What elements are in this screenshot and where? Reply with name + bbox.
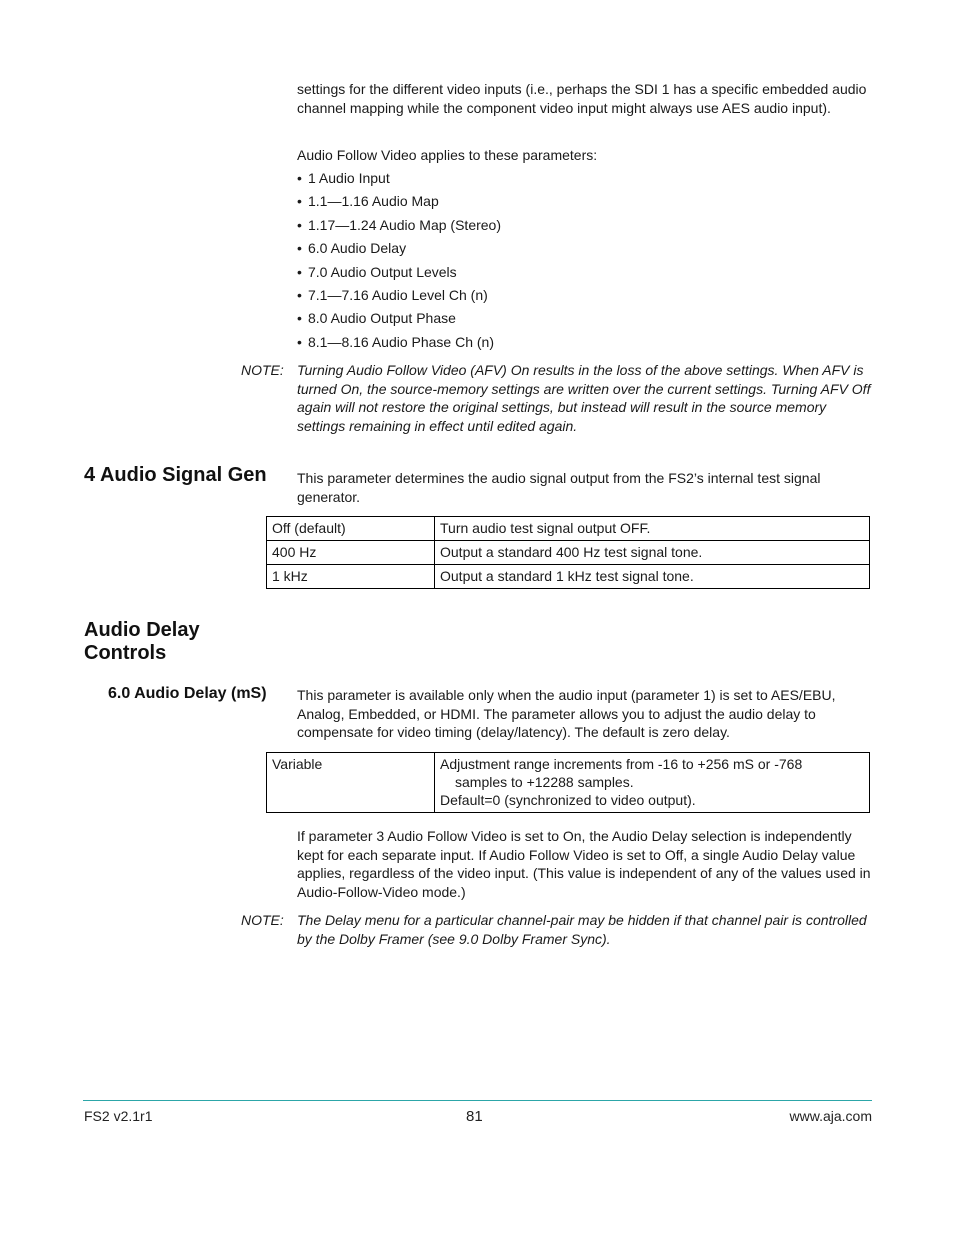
- intro-paragraph: settings for the different video inputs (i.e., perhaps the SDI 1 has a specific embedded audio channel mapping while the component video input might always use AES audio input).: [297, 81, 867, 116]
- footer-rule: [83, 1100, 872, 1101]
- section-heading-delay-controls: Audio Delay Controls: [84, 619, 200, 664]
- table-cell-description: Adjustment range increments from -16 to +256 mS or -768 samples to +12288 samples. Default=0 (synchronized to video output).: [435, 753, 870, 813]
- table-row: [267, 541, 870, 565]
- bullet-icon: •: [297, 240, 302, 257]
- table-cell-description: Output a standard 1 kHz test signal tone.: [435, 565, 870, 589]
- table-cell-option: Variable: [267, 753, 435, 813]
- note-text: The Delay menu for a particular channel-pair may be hidden if that channel pair is controlled by the Dolby Framer (see 9.0 Dolby Framer Sync).: [297, 912, 867, 947]
- note-label: NOTE:: [241, 362, 284, 378]
- table-row: [267, 565, 870, 589]
- afv-intro: Audio Follow Video applies to these parameters:: [297, 147, 598, 163]
- bullet-icon: •: [297, 286, 302, 303]
- afv-delay-paragraph: If parameter 3 Audio Follow Video is set to On, the Audio Delay selection is independently kept for each separate input. If Audio Follow Video is set to Off, a single Audio Delay value applies, regardless of the video input. (This value is independent of any of the values used in Audio-Follow-Video mode.): [297, 828, 871, 900]
- bullet-icon: •: [297, 263, 302, 280]
- note-text: Turning Audio Follow Video (AFV) On results in the loss of the above settings. When AFV is turned On, the source-memory settings are written over the current settings. Turning AFV Off again will not restore the original settings, but instead will result in the source memory settings remaining in effect until edited again.: [297, 362, 871, 434]
- list-item: • 6.0 Audio Delay: [297, 240, 407, 257]
- afv-parameter-list: [297, 168, 857, 355]
- bullet-icon: •: [297, 170, 302, 186]
- bullet-icon: •: [297, 193, 302, 210]
- list-item: • 1.1—1.16 Audio Map: [297, 193, 439, 210]
- table-cell-option: 400 Hz: [267, 541, 435, 565]
- bullet-icon: •: [297, 310, 302, 327]
- list-item: • 7.0 Audio Output Levels: [297, 263, 457, 280]
- signal-gen-description: This parameter determines the audio signal output from the FS2’s internal test signal generator.: [297, 470, 821, 505]
- table-row: [267, 517, 870, 541]
- bullet-icon: •: [297, 333, 302, 350]
- list-item: • 1.17—1.24 Audio Map (Stereo): [297, 216, 502, 233]
- table-cell-option: Off (default): [267, 517, 435, 541]
- list-item: • 8.1—8.16 Audio Phase Ch (n): [297, 333, 495, 350]
- page-number: 81: [466, 1108, 483, 1125]
- table-row: [267, 753, 870, 813]
- list-item: • 1 Audio Input: [297, 170, 390, 186]
- section-heading-signal-gen: 4 Audio Signal Gen: [84, 464, 267, 486]
- list-item: • 8.0 Audio Output Phase: [297, 310, 456, 327]
- signal-gen-table: [266, 516, 870, 589]
- table-cell-description: Turn audio test signal output OFF.: [435, 517, 870, 541]
- note-label: NOTE:: [241, 912, 284, 928]
- audio-delay-table: [266, 752, 870, 813]
- footer-version: FS2 v2.1r1: [84, 1108, 153, 1124]
- footer-website-link[interactable]: www.aja.com: [789, 1108, 872, 1124]
- table-cell-option: 1 kHz: [267, 565, 435, 589]
- table-cell-description: Output a standard 400 Hz test signal tone.: [435, 541, 870, 565]
- list-item: • 7.1—7.16 Audio Level Ch (n): [297, 286, 488, 303]
- audio-delay-description: This parameter is available only when the audio input (parameter 1) is set to AES/EBU, Analog, Embedded, or HDMI. The parameter allows you to adjust the audio delay to compensate for video timing (delay/latency). The default is zero delay.: [297, 687, 836, 741]
- bullet-icon: •: [297, 216, 302, 233]
- subsection-heading-audio-delay: 6.0 Audio Delay (mS): [108, 685, 267, 702]
